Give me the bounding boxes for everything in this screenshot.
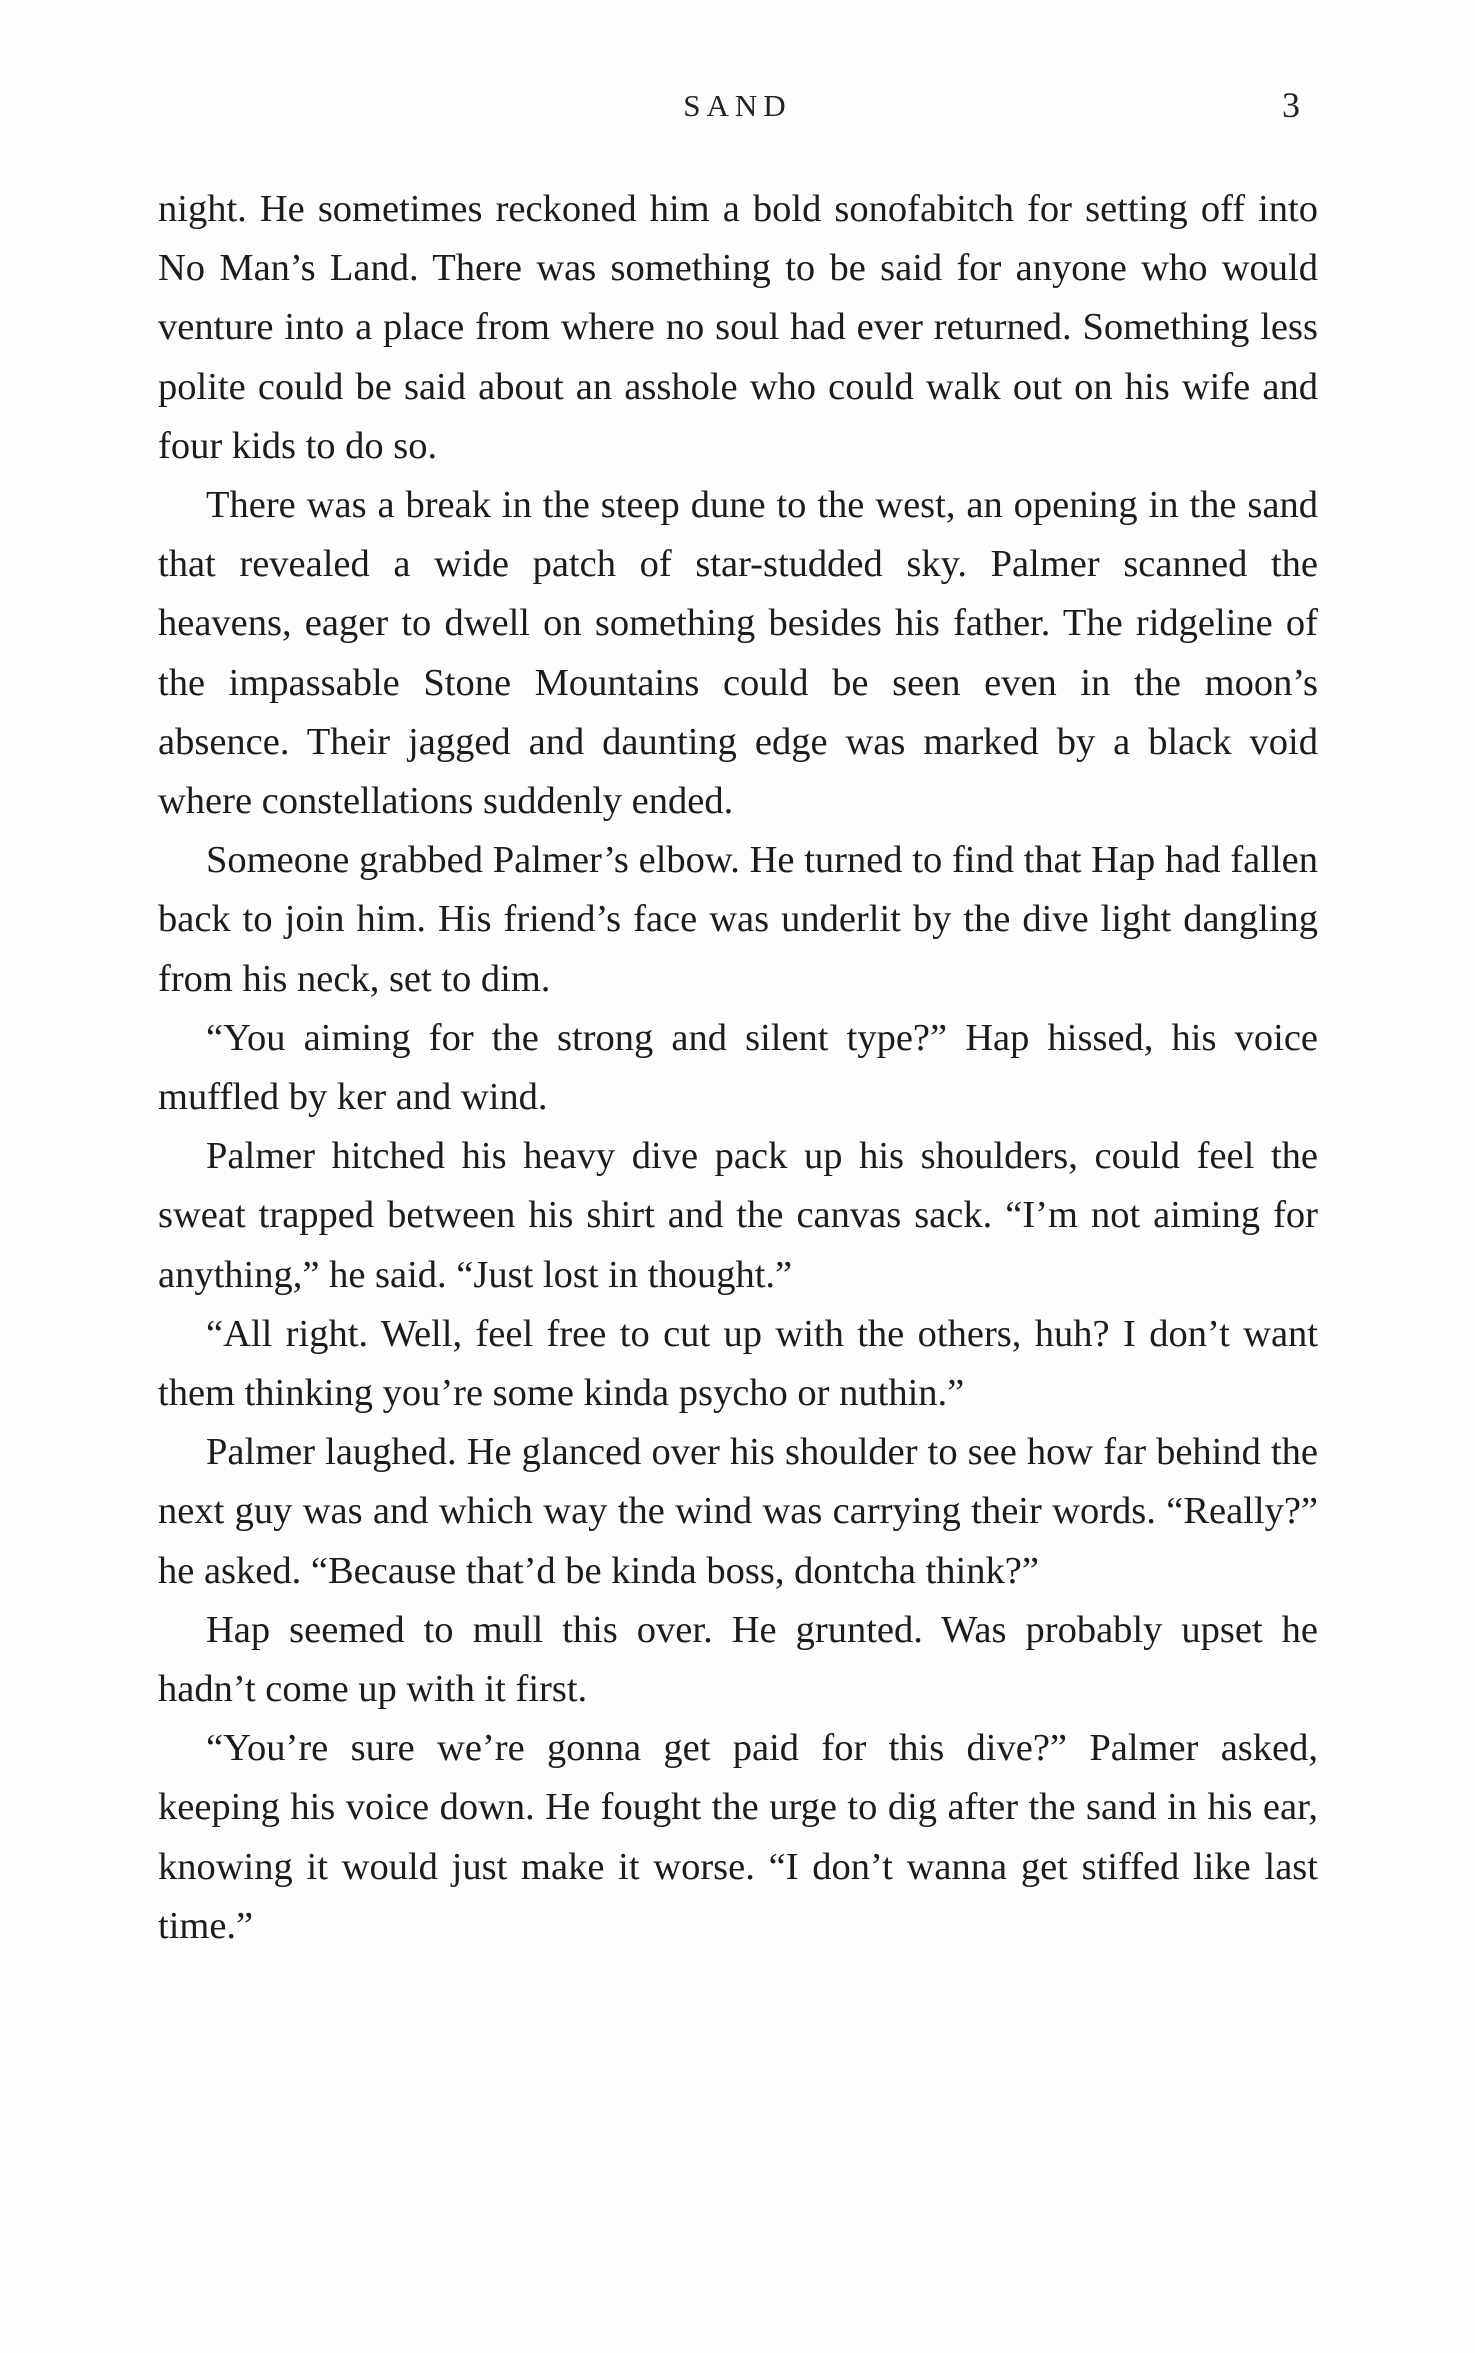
paragraph: Palmer hitched his heavy dive pack up his shoulders, could feel the sweat trapped between his shirt and the canvas sack. “I’m not aiming for anything,” he said. “Just lost in thought.”	[158, 1135, 1318, 1296]
paragraph: There was a break in the steep dune to the west, an opening in the sand that revealed a wide patch of star-studded sky. Palmer scanned the heavens, eager to dwell on something besides his father. The ridgeline of the impassable Stone Mountains could be seen even in the moon’s absence. Their jagged and daunting edge was marked by a black void where constellations suddenly ended.	[158, 484, 1318, 823]
paragraph: “You’re sure we’re gonna get paid for this dive?” Palmer asked, keeping his voice down. He fought the urge to dig after the sand in his ear, knowing it would just make it worse. “I don’t wanna get stiffed like last time.”	[158, 1727, 1318, 1947]
paragraph: Hap seemed to mull this over. He grunted. Was probably upset he hadn’t come up with it first.	[158, 1608, 1318, 1711]
body-text	[158, 180, 1318, 1956]
paragraph: Someone grabbed Palmer’s elbow. He turned to find that Hap had fallen back to join him. His friend’s face was underlit by the dive light dangling from his neck, set to dim.	[158, 839, 1318, 1000]
paragraph: “All right. Well, feel free to cut up with the others, huh? I don’t want them thinking you’re some kinda psycho or nuthin.”	[158, 1312, 1318, 1415]
paragraph: Palmer laughed. He glanced over his shoulder to see how far behind the next guy was and which way the wind was carrying their words. “Really?” he asked. “Because that’d be kinda boss, dontcha think?”	[158, 1431, 1318, 1592]
page-number: 3	[1282, 85, 1300, 125]
paragraph: “You aiming for the strong and silent type?” Hap hissed, his voice muffled by ker and wind.	[158, 1016, 1318, 1119]
running-head-title: SAND	[683, 88, 792, 123]
paragraph: night. He sometimes reckoned him a bold sonofabitch for setting off into No Man’s Land. There was something to be said for anyone who would venture into a place from where no soul had ever returned. Something less polite could be said about an asshole who could walk out on his wife and four kids to do so.	[158, 188, 1318, 467]
